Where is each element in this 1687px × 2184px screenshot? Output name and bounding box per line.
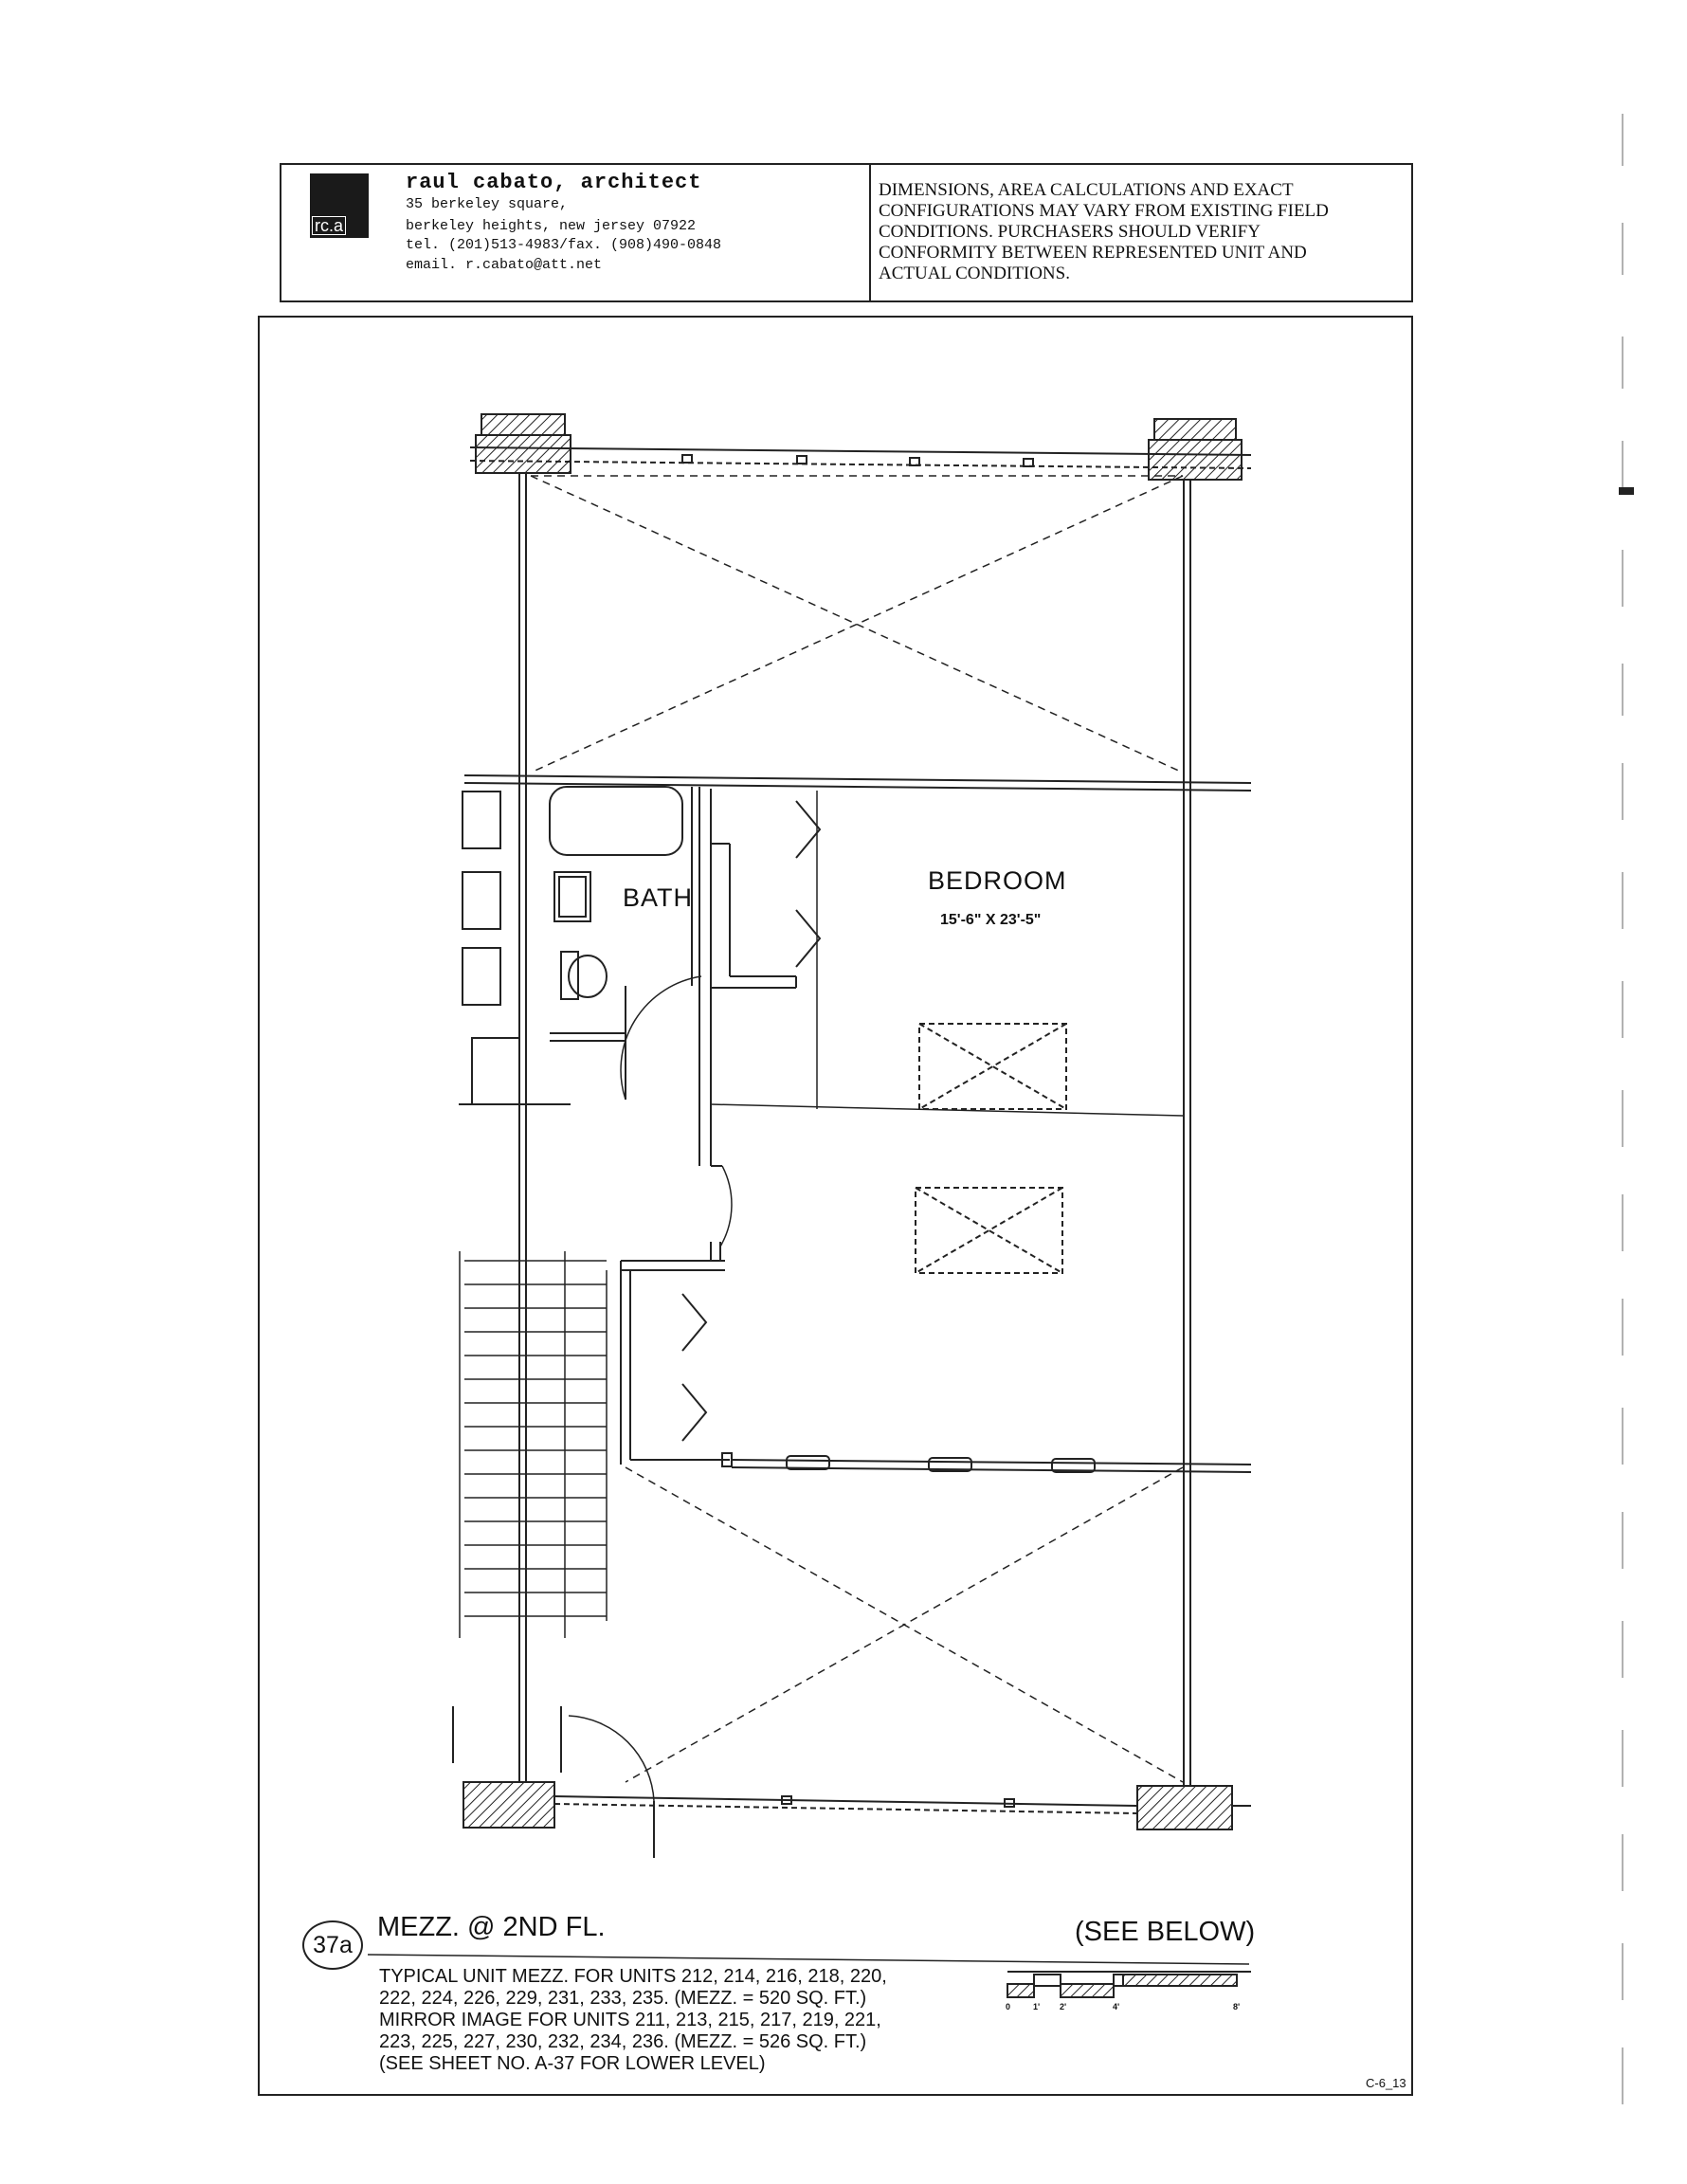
scale-label: 2' [1060, 2002, 1067, 2011]
bath-label: BATH [623, 883, 694, 912]
logo-text: rc.a [312, 216, 346, 235]
drawing-title: MEZZ. @ 2ND FL. [377, 1912, 606, 1942]
architect-address-2: berkeley heights, new jersey 07922 [406, 218, 697, 234]
note-line: 222, 224, 226, 229, 231, 233, 235. (MEZZ. = 520 SQ. FT.) [379, 1988, 867, 2009]
architect-phone: tel. (201)513-4983/fax. (908)490-0848 [406, 237, 722, 253]
note-line: TYPICAL UNIT MEZZ. FOR UNITS 212, 214, 216, 218, 220, [379, 1966, 887, 1987]
note-line: 223, 225, 227, 230, 232, 234, 236. (MEZZ. = 526 SQ. FT.) [379, 2031, 867, 2052]
note-line: (SEE SHEET NO. A-37 FOR LOWER LEVEL) [379, 2053, 766, 2074]
scale-label: 8' [1233, 2002, 1241, 2011]
scale-label: 4' [1113, 2002, 1120, 2011]
architect-name: raul cabato, architect [406, 171, 702, 194]
architect-email: email. r.cabato@att.net [406, 257, 603, 273]
disclaimer-line: CONFORMITY BETWEEN REPRESENTED UNIT AND [879, 243, 1307, 263]
see-below-note: (SEE BELOW) [1075, 1917, 1256, 1947]
sheet-id: C-6_13 [1366, 2076, 1406, 2090]
scale-label: 1' [1033, 2002, 1041, 2011]
architect-address-1: 35 berkeley square, [406, 196, 569, 212]
scale-label: 0 [1006, 2002, 1011, 2011]
disclaimer-line: DIMENSIONS, AREA CALCULATIONS AND EXACT [879, 180, 1294, 200]
disclaimer-line: ACTUAL CONDITIONS. [879, 264, 1070, 283]
bedroom-label: BEDROOM [928, 866, 1067, 895]
drawing-number-badge: 37a [302, 1920, 363, 1970]
disclaimer-line: CONFIGURATIONS MAY VARY FROM EXISTING FIELD [879, 201, 1329, 221]
bedroom-dimensions: 15'-6" X 23'-5" [940, 912, 1042, 928]
note-line: MIRROR IMAGE FOR UNITS 211, 213, 215, 217, 219, 221, [379, 2010, 881, 2030]
disclaimer-line: CONDITIONS. PURCHASERS SHOULD VERIFY [879, 222, 1261, 242]
